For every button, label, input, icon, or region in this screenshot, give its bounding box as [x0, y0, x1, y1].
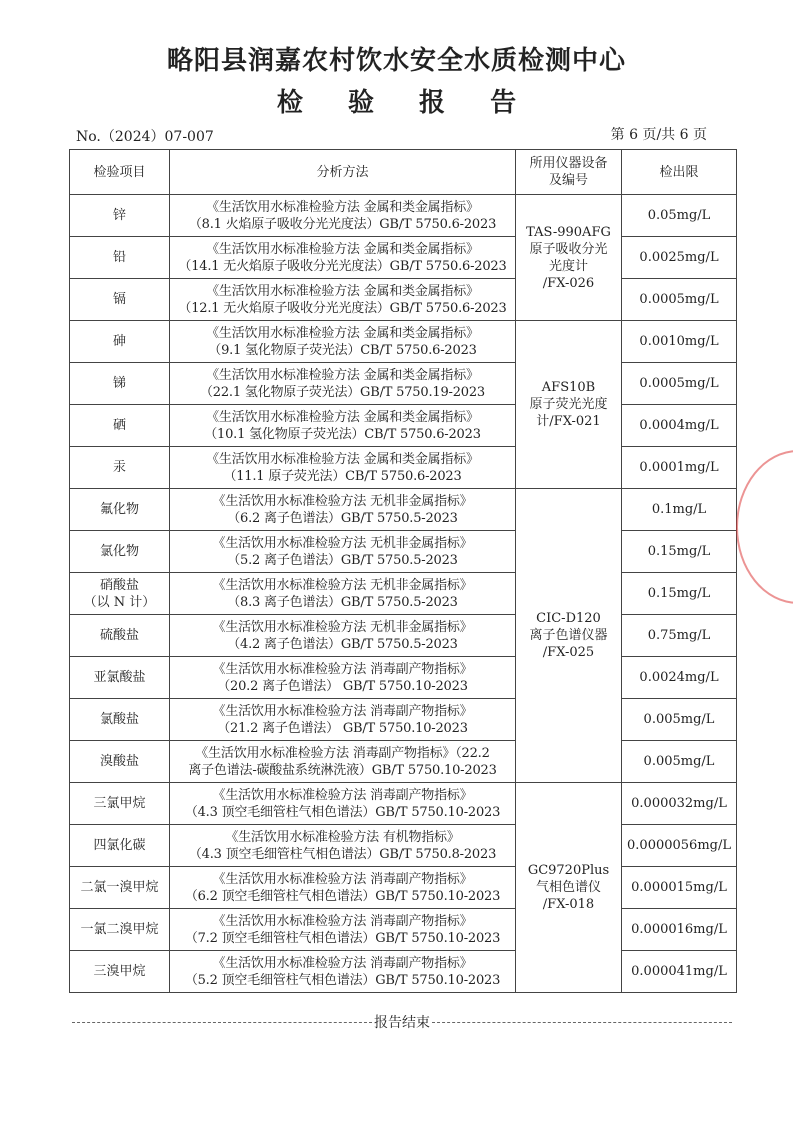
header-instrument: 所用仪器设备 及编号: [516, 150, 622, 195]
test-item-cell: 亚氯酸盐: [70, 657, 170, 699]
analysis-method-cell: 《生活饮用水标准检验方法 金属和类金属指标》 （11.1 原子荧光法）CB/T 5750.6-2023: [170, 447, 516, 489]
analysis-method-cell: 《生活饮用水标准检验方法 有机物指标》 （4.3 顶空毛细管柱气相色谱法）GB/T 5750.8-2023: [170, 825, 516, 867]
detection-limit-cell: 0.000016mg/L: [622, 909, 737, 951]
test-item-cell: 汞: [70, 447, 170, 489]
analysis-method-cell: 《生活饮用水标准检验方法 消毒副产物指标》 （6.2 顶空毛细管柱气相色谱法）GB/T 5750.10-2023: [170, 867, 516, 909]
test-item-cell: 溴酸盐: [70, 741, 170, 783]
analysis-method-cell: 《生活饮用水标准检验方法 无机非金属指标》 （6.2 离子色谱法）GB/T 5750.5-2023: [170, 489, 516, 531]
test-item-cell: 三溴甲烷: [70, 951, 170, 993]
test-item-cell: 硝酸盐 （以 N 计）: [70, 573, 170, 615]
detection-limit-cell: 0.0005mg/L: [622, 363, 737, 405]
test-item-cell: 锌: [70, 195, 170, 237]
table-row: [70, 951, 737, 993]
table-row: [70, 447, 737, 489]
end-of-report-label: 报告结束: [374, 1015, 430, 1031]
end-of-report-line: [72, 1012, 732, 1032]
table-row: [70, 867, 737, 909]
analysis-method-cell: 《生活饮用水标准检验方法 金属和类金属指标》 （9.1 氢化物原子荧光法）CB/T 5750.6-2023: [170, 321, 516, 363]
table-row: [70, 279, 737, 321]
page-indicator: 第 6 页/共 6 页: [610, 127, 707, 143]
detection-limit-cell: 0.005mg/L: [622, 699, 737, 741]
detection-limit-cell: 0.0001mg/L: [622, 447, 737, 489]
table-row: [70, 825, 737, 867]
detection-limit-cell: 0.05mg/L: [622, 195, 737, 237]
analysis-method-cell: 《生活饮用水标准检验方法 消毒副产物指标》 （4.3 顶空毛细管柱气相色谱法）GB/T 5750.10-2023: [170, 783, 516, 825]
table-row: [70, 657, 737, 699]
test-item-cell: 氯化物: [70, 531, 170, 573]
analysis-method-cell: 《生活饮用水标准检验方法 金属和类金属指标》 （22.1 氢化物原子荧光法）GB/T 5750.19-2023: [170, 363, 516, 405]
detection-limit-cell: 0.0000056mg/L: [622, 825, 737, 867]
table-body: [70, 195, 737, 993]
table-row: [70, 909, 737, 951]
header-method: 分析方法: [170, 150, 516, 195]
test-item-cell: 氟化物: [70, 489, 170, 531]
table-row: [70, 573, 737, 615]
detection-limit-cell: 0.000015mg/L: [622, 867, 737, 909]
detection-limit-cell: 0.15mg/L: [622, 573, 737, 615]
header-detection-limit: 检出限: [622, 150, 737, 195]
table-row: [70, 741, 737, 783]
test-item-cell: 二氯一溴甲烷: [70, 867, 170, 909]
detection-limit-cell: 0.000032mg/L: [622, 783, 737, 825]
test-item-cell: 镉: [70, 279, 170, 321]
test-item-cell: 锑: [70, 363, 170, 405]
table-row: [70, 237, 737, 279]
end-dash-left: [72, 1022, 372, 1023]
detection-limit-cell: 0.0024mg/L: [622, 657, 737, 699]
table-row: [70, 195, 737, 237]
detection-limit-cell: 0.0010mg/L: [622, 321, 737, 363]
detection-limit-cell: 0.000041mg/L: [622, 951, 737, 993]
instrument-cell: CIC-D120 离子色谱仪器 /FX-025: [516, 489, 622, 783]
test-item-cell: 三氯甲烷: [70, 783, 170, 825]
test-item-cell: 硫酸盐: [70, 615, 170, 657]
detection-limit-cell: 0.1mg/L: [622, 489, 737, 531]
detection-limit-cell: 0.0025mg/L: [622, 237, 737, 279]
analysis-method-cell: 《生活饮用水标准检验方法 金属和类金属指标》 （12.1 无火焰原子吸收分光光度法）GB/T 5750.6-2023: [170, 279, 516, 321]
detection-limit-cell: 0.0004mg/L: [622, 405, 737, 447]
document-subtitle: 检 验 报 告: [276, 88, 535, 118]
official-seal: [736, 450, 793, 604]
end-dash-right: [432, 1022, 732, 1023]
table-row: [70, 699, 737, 741]
table-row: [70, 321, 737, 363]
analysis-method-cell: 《生活饮用水标准检验方法 无机非金属指标》 （5.2 离子色谱法）GB/T 5750.5-2023: [170, 531, 516, 573]
test-item-cell: 硒: [70, 405, 170, 447]
header-item: 检验项目: [70, 150, 170, 195]
analysis-method-cell: 《生活饮用水标准检验方法 消毒副产物指标》 （7.2 顶空毛细管柱气相色谱法）GB/T 5750.10-2023: [170, 909, 516, 951]
test-item-cell: 四氯化碳: [70, 825, 170, 867]
detection-limit-cell: 0.005mg/L: [622, 741, 737, 783]
analysis-method-cell: 《生活饮用水标准检验方法 无机非金属指标》 （4.2 离子色谱法）GB/T 5750.5-2023: [170, 615, 516, 657]
analysis-method-cell: 《生活饮用水标准检验方法 无机非金属指标》 （8.3 离子色谱法）GB/T 5750.5-2023: [170, 573, 516, 615]
test-item-cell: 氯酸盐: [70, 699, 170, 741]
analysis-method-cell: 《生活饮用水标准检验方法 消毒副产物指标》 （5.2 顶空毛细管柱气相色谱法）GB/T 5750.10-2023: [170, 951, 516, 993]
analysis-method-cell: 《生活饮用水标准检验方法 消毒副产物指标》 （21.2 离子色谱法） GB/T 5750.10-2023: [170, 699, 516, 741]
report-number: No.（2024）07-007: [76, 129, 214, 145]
instrument-cell: GC9720Plus 气相色谱仪 /FX-018: [516, 783, 622, 993]
table-row: [70, 363, 737, 405]
instrument-cell: TAS-990AFG 原子吸收分光 光度计 /FX-026: [516, 195, 622, 321]
test-results-table: [69, 149, 737, 993]
analysis-method-cell: 《生活饮用水标准检验方法 金属和类金属指标》 （14.1 无火焰原子吸收分光光度法）GB/T 5750.6-2023: [170, 237, 516, 279]
analysis-method-cell: 《生活饮用水标准检验方法 消毒副产物指标》 （20.2 离子色谱法） GB/T 5750.10-2023: [170, 657, 516, 699]
table-row: [70, 405, 737, 447]
analysis-method-cell: 《生活饮用水标准检验方法 金属和类金属指标》 （10.1 氢化物原子荧光法）CB/T 5750.6-2023: [170, 405, 516, 447]
analysis-method-cell: 《生活饮用水标准检验方法 消毒副产物指标》（22.2 离子色谱法-碳酸盐系统淋洗液）GB/T 5750.10-2023: [170, 741, 516, 783]
analysis-method-cell: 《生活饮用水标准检验方法 金属和类金属指标》 （8.1 火焰原子吸收分光光度法）GB/T 5750.6-2023: [170, 195, 516, 237]
test-item-cell: 砷: [70, 321, 170, 363]
instrument-cell: AFS10B 原子荧光光度 计/FX-021: [516, 321, 622, 489]
table-row: [70, 531, 737, 573]
test-item-cell: 铅: [70, 237, 170, 279]
detection-limit-cell: 0.0005mg/L: [622, 279, 737, 321]
document-title: 略阳县润嘉农村饮水安全水质检测中心: [166, 46, 626, 76]
detection-limit-cell: 0.75mg/L: [622, 615, 737, 657]
table-row: [70, 783, 737, 825]
test-item-cell: 一氯二溴甲烷: [70, 909, 170, 951]
table-row: [70, 615, 737, 657]
table-row: [70, 489, 737, 531]
detection-limit-cell: 0.15mg/L: [622, 531, 737, 573]
table-header-row: [70, 150, 737, 195]
